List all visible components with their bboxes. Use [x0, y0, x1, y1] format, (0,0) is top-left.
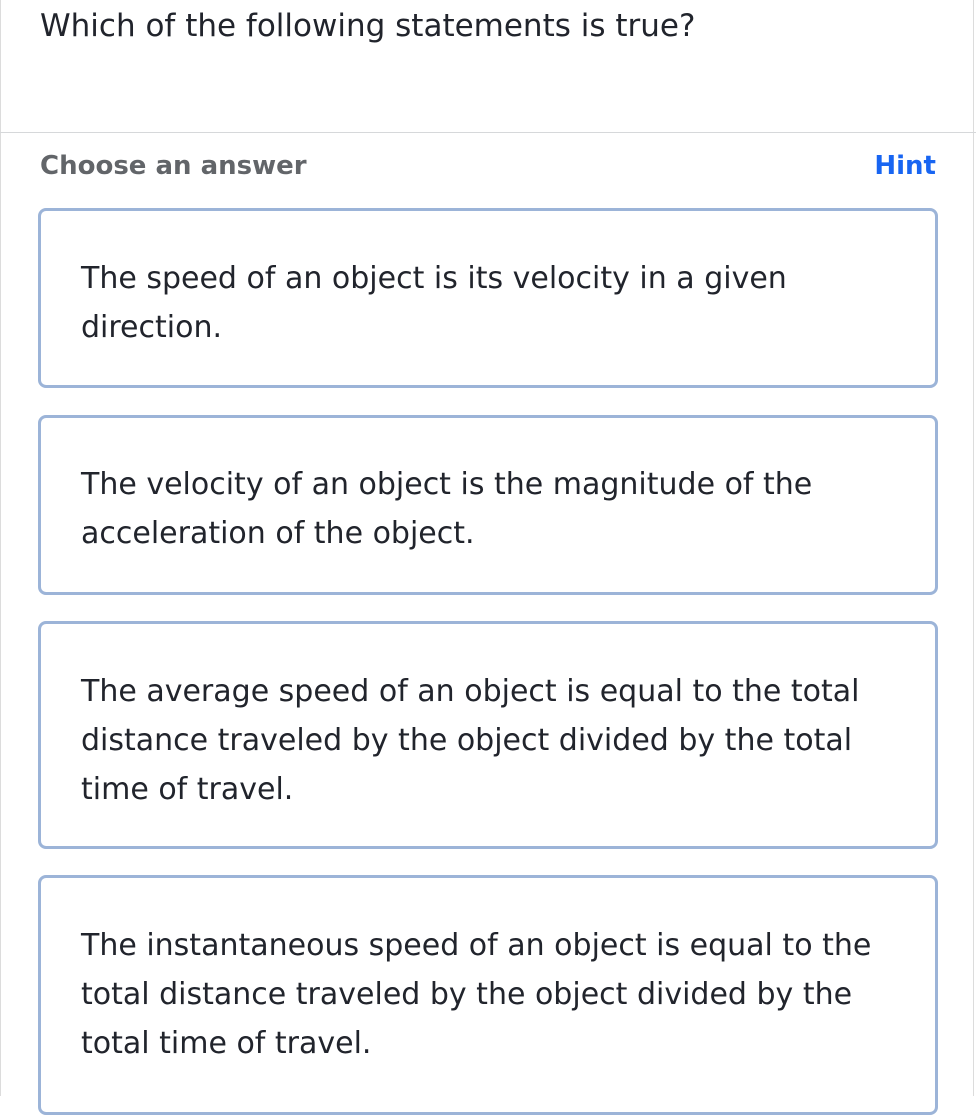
choose-answer-label: Choose an answer [40, 151, 307, 181]
answer-choice-text: The speed of an object is its velocity in a given direction. [81, 261, 787, 345]
answer-choice-4[interactable] [38, 875, 938, 1115]
answer-choice-1[interactable] [38, 208, 938, 388]
answer-choice-text: The instantaneous speed of an object is equal to the total distance traveled by the object divided by the total time of travel. [81, 928, 872, 1061]
answer-choice-text: The velocity of an object is the magnitude of the acceleration of the object. [81, 467, 813, 551]
answer-choice-2[interactable] [38, 415, 938, 595]
answer-choice-3[interactable] [38, 621, 938, 849]
question-text: Which of the following statements is true? [40, 8, 696, 44]
divider [0, 132, 976, 133]
hint-button[interactable]: Hint [874, 151, 936, 181]
answer-choice-text: The average speed of an object is equal to the total distance traveled by the object divided by the total time of travel. [81, 674, 860, 807]
